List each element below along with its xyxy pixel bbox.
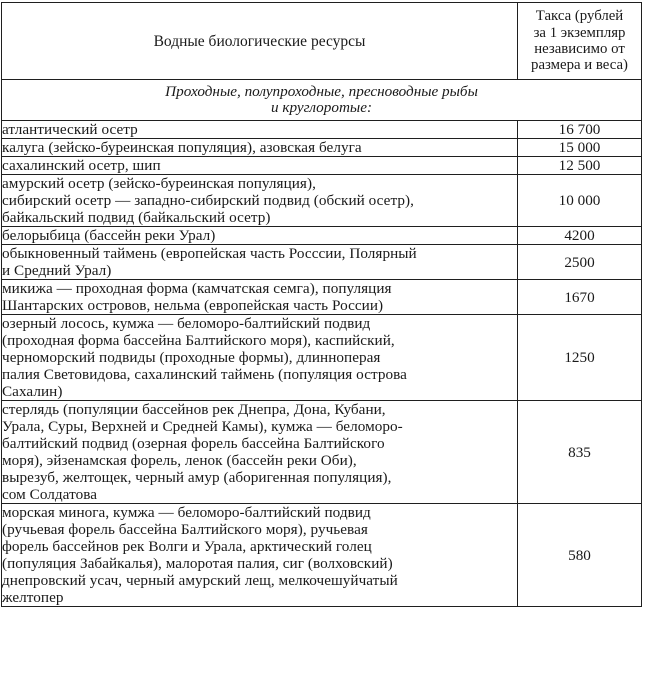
header-rate-line: Такса (рублей [535,8,624,25]
resource-name-cell [2,121,518,139]
rate-cell [518,139,642,157]
section-title-cell [2,80,642,121]
resource-name-line: форель бассейнов рек Волги и Урала, арктический голец [2,538,372,555]
header-name-label: Водные биологические ресурсы [153,32,366,50]
rate-value: 835 [568,443,591,461]
rate-cell [518,280,642,315]
resource-name-cell [2,227,518,245]
table-row [2,401,642,504]
resource-name-line: черноморский подвиды (проходные формы), длинноперая [2,349,381,366]
rate-cell [518,175,642,227]
resource-name-line: атлантический осетр [2,121,138,138]
rate-cell [518,315,642,401]
rate-value: 1670 [564,288,595,306]
table-row [2,227,642,245]
resource-name-line: Сахалин) [2,383,63,400]
resource-name-line: сахалинский осетр, шип [2,157,161,174]
resource-name-line: байкальский подвид (байкальский осетр) [2,209,271,226]
section-title-line: Проходные, полупроходные, пресноводные рыбы [165,82,478,100]
table-row [2,280,642,315]
rate-value: 16 700 [558,121,601,138]
header-rate-line: за 1 экземпляр [533,24,626,41]
resource-name-line: (ручьевая форель бассейна Балтийского моря), ручьевая [2,521,368,538]
rate-cell [518,504,642,607]
table-row [2,139,642,157]
rate-value: 2500 [564,253,595,271]
header-name-cell [2,3,518,80]
rate-value: 12 500 [558,157,601,174]
resource-name-line: и Средний Урал) [2,262,112,279]
table-row [2,504,642,607]
resource-name-cell [2,504,518,607]
resource-name-line: вырезуб, желтощек, черный амур (аборигенная популяция), [2,469,392,486]
resource-name-line: амурский осетр (зейско-буреинская популяция), [2,175,316,192]
table-body [2,3,642,607]
resource-name-line: морская минога, кумжа — беломоро-балтийский подвид [2,504,371,521]
section-title-line: и круглоротые: [271,99,372,116]
header-rate-line: размера и веса) [531,57,628,74]
header-rate-cell [518,3,642,80]
resource-name-cell [2,245,518,280]
resource-name-line: белорыбица (бассейн реки Урал) [2,227,216,244]
resource-name-cell [2,401,518,504]
table-row [2,315,642,401]
resource-name-line: обыкновенный таймень (европейская часть Росссии, Полярный [2,245,417,262]
rate-value: 10 000 [558,192,601,209]
header-row [2,3,642,80]
resource-name-line: Шантарских островов, нельма (европейская часть России) [2,297,384,314]
resource-name-line: палия Световидова, сахалинский таймень (популяция острова [2,366,407,383]
rate-value: 15 000 [558,139,601,156]
rate-value: 1250 [564,349,595,366]
resource-name-line: сом Солдатова [2,486,98,503]
table-row [2,157,642,175]
rate-cell [518,401,642,504]
resource-name-cell [2,175,518,227]
table-row [2,245,642,280]
rate-value: 580 [568,546,591,564]
table-row [2,121,642,139]
section-row [2,80,642,121]
resource-name-line: сибирский осетр — западно-сибирский подвид (обский осетр), [2,192,414,209]
resource-name-line: озерный лосось, кумжа — беломоро-балтийский подвид [2,315,371,332]
resource-name-cell [2,139,518,157]
resource-name-line: (популяция Забайкалья), малоротая палия, сиг (волховский) [2,555,393,572]
resource-name-line: стерлядь (популяции бассейнов рек Днепра, Дона, Кубани, [2,401,386,418]
resource-name-line: балтийский подвид (озерная форель бассейна Балтийского [2,435,385,452]
table-row [2,175,642,227]
resource-name-line: моря), эйзенамская форель, ленок (бассейн реки Оби), [2,452,357,469]
rate-cell [518,121,642,139]
resource-name-line: (проходная форма бассейна Балтийского моря), каспийский, [2,332,395,349]
resource-name-line: микижа — проходная форма (камчатская семга), популяция [2,280,392,297]
rate-value: 4200 [564,227,595,244]
resource-name-cell [2,315,518,401]
resource-name-cell [2,157,518,175]
resource-name-line: желтопер [2,589,64,606]
tax-rate-table [1,2,642,607]
resource-name-cell [2,280,518,315]
rate-cell [518,157,642,175]
resource-name-line: Урала, Суры, Верхней и Средней Камы), кумжа — беломоро- [2,418,403,435]
rate-cell [518,227,642,245]
header-rate-line: независимо от [534,41,625,57]
rate-cell [518,245,642,280]
resource-name-line: днепровский усач, черный амурский лещ, мелкочешуйчатый [2,572,398,589]
resource-name-line: калуга (зейско-буреинская популяция), азовская белуга [2,139,362,156]
